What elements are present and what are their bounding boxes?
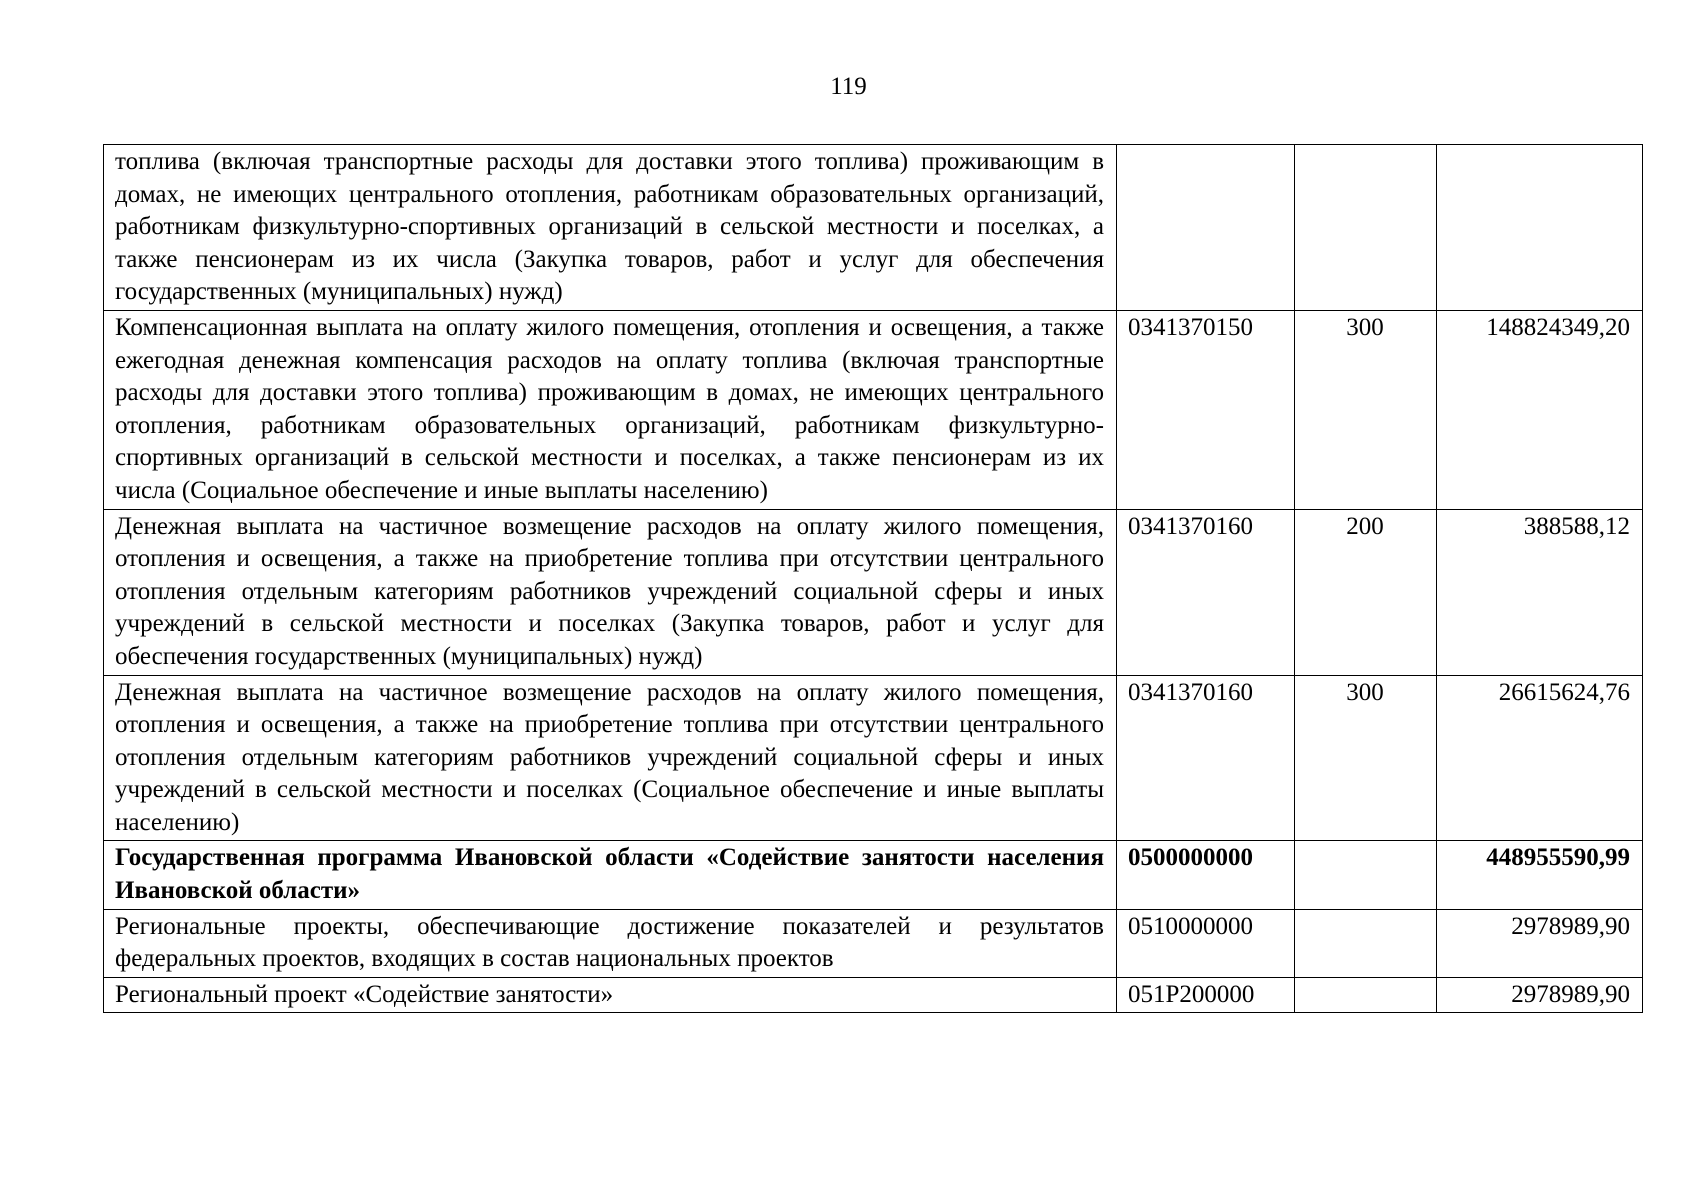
row-target-code: 0510000000 [1117,909,1295,977]
row-description: Компенсационная выплата на оплату жилого помещения, отопления и освещения, а также ежегодная денежная компенсация расходов на оплату топлива (включая транспортные расходы для доставки этого топлива) проживающим в домах, не имеющих центрального отопления, работникам образовательных организаций, работникам физкультурно-спортивных организаций в сельской местности и поселках, а также пенсионерам из их числа (Социальное обеспечение и иные выплаты населению) [104,310,1117,509]
table-row [104,145,1643,311]
row-description: Государственная программа Ивановской области «Содействие занятости населения Ивановской области» [104,841,1117,909]
row-description: Региональные проекты, обеспечивающие достижение показателей и результатов федеральных проектов, входящих в состав национальных проектов [104,909,1117,977]
row-expense-type: 300 [1295,675,1437,841]
row-description: Денежная выплата на частичное возмещение расходов на оплату жилого помещения, отопления и освещения, а также на приобретение топлива при отсутствии центрального отопления отдельным категориям работников учреждений социальной сферы и иных учреждений в сельской местности и поселках (Социальное обеспечение и иные выплаты населению) [104,675,1117,841]
table-row-program [104,841,1643,909]
row-amount [1437,145,1643,311]
table-row [104,977,1643,1013]
table-row [104,509,1643,675]
row-target-code: 0341370160 [1117,509,1295,675]
table-row [104,310,1643,509]
row-description: Денежная выплата на частичное возмещение расходов на оплату жилого помещения, отопления и освещения, а также на приобретение топлива при отсутствии центрального отопления отдельным категориям работников учреждений социальной сферы и иных учреждений в сельской местности и поселках (Закупка товаров, работ и услуг для обеспечения государственных (муниципальных) нужд) [104,509,1117,675]
row-amount: 2978989,90 [1437,909,1643,977]
row-expense-type [1295,977,1437,1013]
row-description: Региональный проект «Содействие занятости» [104,977,1117,1013]
row-amount: 448955590,99 [1437,841,1643,909]
row-amount: 148824349,20 [1437,310,1643,509]
row-target-code: 0341370150 [1117,310,1295,509]
row-amount: 388588,12 [1437,509,1643,675]
row-target-code: 051P200000 [1117,977,1295,1013]
page-number: 119 [830,73,867,100]
row-target-code [1117,145,1295,311]
row-amount: 2978989,90 [1437,977,1643,1013]
row-description: топлива (включая транспортные расходы для доставки этого топлива) проживающим в домах, не имеющих центрального отопления, работникам образовательных организаций, работникам физкультурно-спортивных организаций в сельской местности и поселках, а также пенсионерам из их числа (Закупка товаров, работ и услуг для обеспечения государственных (муниципальных) нужд) [104,145,1117,311]
row-target-code: 0341370160 [1117,675,1295,841]
row-expense-type [1295,909,1437,977]
table-row [104,909,1643,977]
row-target-code: 0500000000 [1117,841,1295,909]
table-row [104,675,1643,841]
row-expense-type: 200 [1295,509,1437,675]
row-expense-type: 300 [1295,310,1437,509]
row-expense-type [1295,841,1437,909]
row-amount: 26615624,76 [1437,675,1643,841]
row-expense-type [1295,145,1437,311]
budget-table [103,144,1643,1013]
